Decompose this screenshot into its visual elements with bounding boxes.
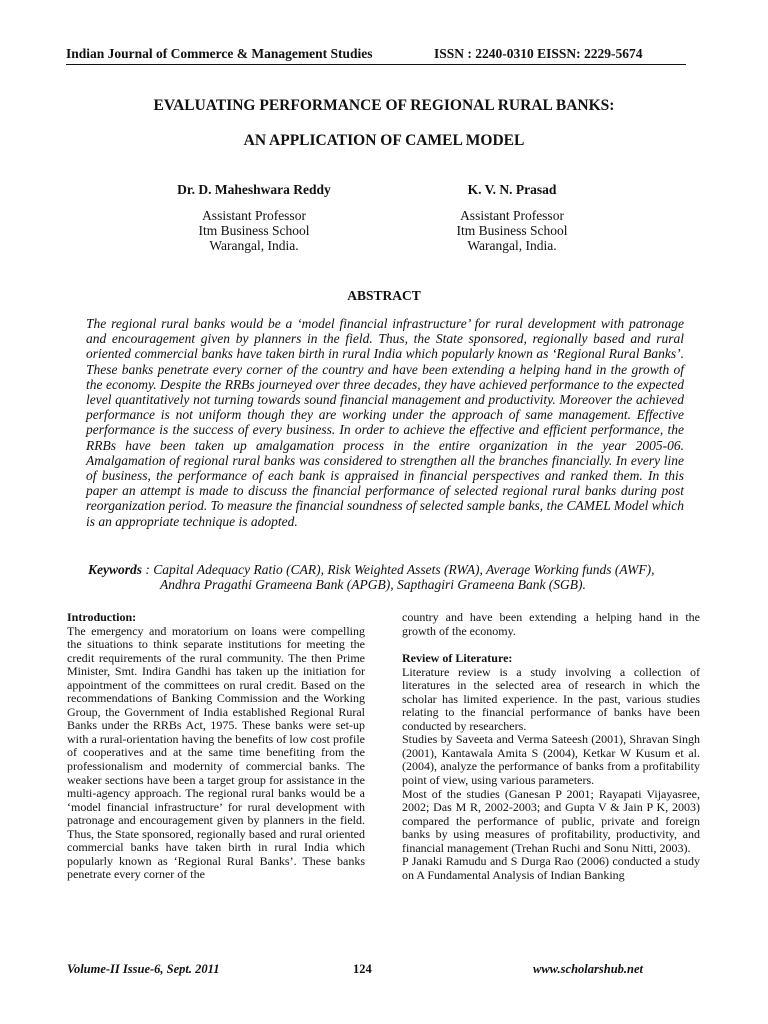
abstract-text: The regional rural banks would be a ‘model financial infrastructure’ for rural development with patronage and encouragement given by planners in the field. Thus, the State sponsored, regionally based and rural oriented commercial banks have taken birth in rural India which popularly known as ‘Regional Rural Banks’. These banks penetrate every corner of the country and have been extending a helping hand in the growth of the economy. Despite the RRBs journeyed over three decades, they have achieved performance to the expected level quantitatively not turning towards sound financial management and productivity. Moreover the achieved performance is not uniform though they are working under the approach of same management. Effective performance is the success of every business. In order to achieve the effective and efficient performance, the RRBs have been taken up amalgamation process in the entire organization in the year 2005-06. Amalgamation of regional rural banks was considered to strengthen all the branches financially. In every line of business, the performance of each bank is appraised in financial perspectives and ranked them. In this paper an attempt is made to discuss the financial performance of selected regional rural banks during post reorganization period. To measure the financial soundness of selected sample banks, the CAMEL Model which is an appropriate technique is adopted. — [86, 316, 684, 529]
keywords-line-2: Andhra Pragathi Grameena Bank (APGB), Sapthagiri Grameena Bank (SGB). — [160, 577, 586, 592]
keywords-label: Keywords — [88, 562, 142, 577]
author-location: Warangal, India. — [467, 238, 557, 253]
author-location: Warangal, India. — [209, 238, 299, 253]
keywords-block — [88, 562, 688, 592]
issn-line: ISSN : 2240-0310 EISSN: 2229-5674 — [434, 46, 643, 61]
author-institution: Itm Business School — [198, 223, 310, 238]
introduction-continuation: country and have been extending a helping hand in the growth of the economy. — [402, 610, 700, 638]
review-paragraph: Studies by Saveeta and Verma Sateesh (2001), Shravan Singh (2001), Kantawala Amita S (2004), Ketkar W Kusum et al. (2004), analyze the performance of banks from a profitability point of view, using various parameters. — [402, 732, 700, 788]
header-divider — [66, 64, 686, 65]
review-paragraph: Literature review is a study involving a collection of literatures in the selected area of research in which the scholar has limited experience. In the past, various studies relating to the financial performance of banks have been conducted by researchers. — [402, 664, 700, 733]
author-position: Assistant Professor — [202, 208, 306, 223]
author-position: Assistant Professor — [460, 208, 564, 223]
author-name: K. V. N. Prasad — [467, 182, 557, 197]
journal-name: Indian Journal of Commerce & Management Studies — [66, 46, 373, 61]
keywords-line-1 — [88, 562, 688, 577]
introduction-paragraph: The emergency and moratorium on loans were compelling the situations to think separate institutions for meeting the credit requirements of the rural community. The then Prime Minister, Smt. Indira Gandhi has taken up the initiation for appointment of the committees on rural credit. Based on the recommendations of Banking Commission and the Working Group, the Government of India established Regional Rural Banks under the RRBs Act, 1975. These banks were set-up with a rural-orientation having the benefits of low cost profile of cooperatives and at the same time benefiting from the professionalism and modernity of commercial banks. The weaker sections have been a target group for assistance in the multi-agency approach. The regional rural banks would be a ‘model financial infrastructure’ for rural development with patronage and encouragement given by planners in the field. Thus, the State sponsored, regionally based and rural oriented commercial banks have taken birth in rural India which popularly known as ‘Regional Rural Banks’. These banks penetrate every corner of the — [67, 623, 365, 882]
author-block-1 — [154, 182, 354, 253]
footer-volume: Volume-II Issue-6, Sept. 2011 — [67, 962, 220, 976]
right-column — [402, 611, 700, 882]
review-heading: Review of Literature: — [402, 651, 513, 666]
abstract-heading: ABSTRACT — [347, 288, 421, 303]
paper-title-line-1: EVALUATING PERFORMANCE OF REGIONAL RURAL BANKS: — [153, 97, 615, 114]
left-column — [67, 611, 365, 882]
review-paragraph: Most of the studies (Ganesan P 2001; Rayapati Vijayasree, 2002; Das M R, 2002-2003; and Gupta V & Jain P K, 2003) compared the performance of public, private and foreign banks by using measures of profitability, productivity, and financial management (Trehan Ruchi and Sonu Nitti, 2003). — [402, 786, 700, 855]
author-institution: Itm Business School — [456, 223, 568, 238]
author-block-2 — [412, 182, 612, 253]
review-paragraph: P Janaki Ramudu and S Durga Rao (2006) conducted a study on A Fundamental Analysis of Indian Banking — [402, 854, 700, 882]
paper-title-line-2: AN APPLICATION OF CAMEL MODEL — [243, 132, 525, 149]
introduction-heading: Introduction: — [67, 610, 137, 624]
footer-website: www.scholarshub.net — [533, 962, 643, 976]
footer-page-number: 124 — [353, 962, 372, 976]
keywords-text: : Capital Adequacy Ratio (CAR), Risk Weighted Assets (RWA), Average Working funds (AWF), — [145, 562, 655, 577]
author-name: Dr. D. Maheshwara Reddy — [177, 182, 331, 197]
